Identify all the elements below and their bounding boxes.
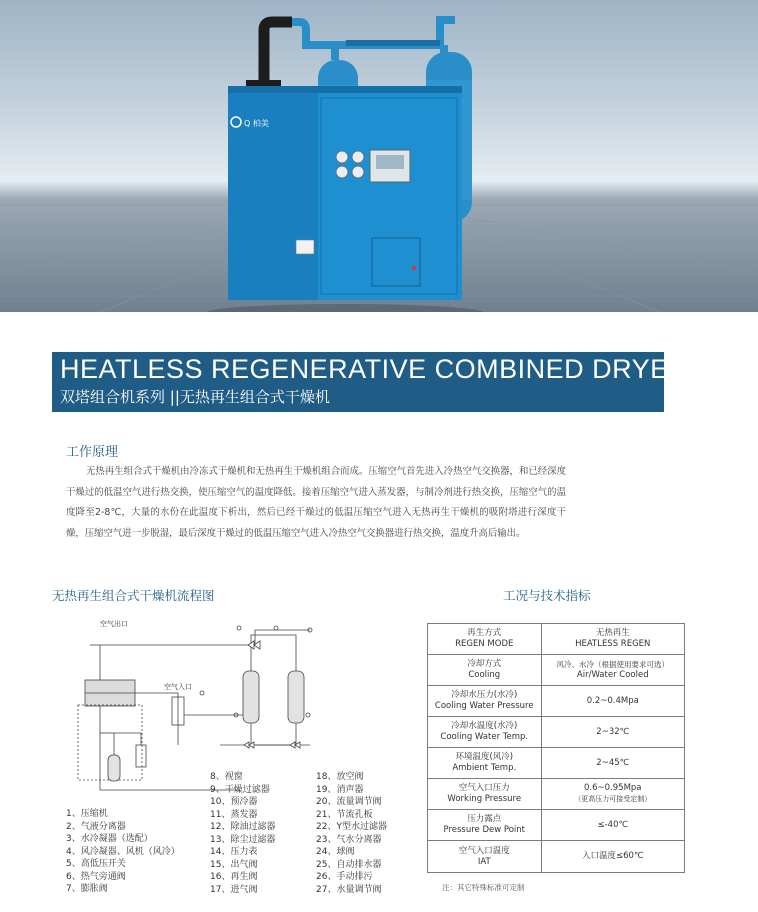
legend-item: 21、节流孔板	[316, 809, 373, 820]
dryer-illustration	[0, 0, 758, 312]
legend-item: 11、蒸发器	[210, 809, 258, 820]
outlet-label: 空气出口	[100, 620, 128, 628]
table-row	[428, 748, 685, 779]
legend-item: 18、放空阀	[316, 772, 364, 782]
title-english: HEATLESS REGENERATIVE COMBINED DRYER	[60, 354, 689, 384]
spec-value-cell: 0.2~0.4Mpa	[541, 686, 684, 717]
table-row	[428, 810, 685, 841]
spec-table	[427, 623, 685, 873]
spec-note: 注：其它特殊标准可定制	[442, 883, 525, 892]
flow-diagram	[60, 605, 330, 805]
legend-item: 5、高低压开关	[66, 859, 126, 869]
table-row	[428, 779, 685, 810]
spec-value-cell: 入口温度≤60℃	[541, 841, 684, 873]
table-row	[428, 841, 685, 873]
principle-text: 无热再生组合式干燥机由冷冻式干燥机和无热再生干燥机组合而成。压缩空气首先进入冷热空气交换器，和已经深度干燥过的低温空气进行热交换，使压缩空气的温度降低。接着压缩空气进入蒸发器，与制冷剂进行热交换，压缩空气的温度降至2-8℃，大量的水份在此温度下析出，然后已经干燥过的低温压缩空气进入无热再生干燥机的吸附塔进行深度干燥，压缩空气进一步脱湿，最后深度干燥过的低温压缩空气进入冷热空气交换器进行热交换，温度升高后输出。	[66, 466, 566, 539]
legend-item: 16、再生阀	[210, 872, 258, 882]
legend-item: 9、干燥过滤器	[210, 784, 270, 795]
spec-heading: 工况与技术指标	[503, 588, 591, 603]
legend-item: 22、Y型水过滤器	[316, 822, 387, 832]
flow-heading: 无热再生组合式干燥机流程图	[52, 588, 215, 603]
table-row	[428, 686, 685, 717]
spec-label-cell: 冷却水压力(水冷) Cooling Water Pressure	[428, 686, 542, 717]
table-row	[428, 655, 685, 686]
legend-item: 15、出气阀	[210, 859, 258, 870]
legend-item: 10、预冷器	[210, 797, 258, 807]
legend-item: 3、水冷凝器（选配）	[66, 834, 153, 844]
spec-value-cell: 风冷、水冷（根据使用要求可选） Air/Water Cooled	[541, 655, 684, 686]
product-photo	[0, 0, 758, 312]
legend-column-2	[210, 771, 275, 896]
title-chinese: 双塔组合机系列 ||无热再生组合式干燥机	[60, 388, 330, 406]
legend-item: 17、进气阀	[210, 884, 258, 895]
legend-item: 7、膨胀阀	[66, 884, 108, 894]
black-pipe	[264, 22, 292, 85]
svg-text:Q 柏美: Q 柏美	[244, 119, 269, 128]
inlet-label: 空气入口	[164, 683, 192, 691]
cabinet-front	[318, 92, 462, 300]
spec-label-cell: 再生方式 REGEN MODE	[428, 624, 542, 655]
legend-item: 19、消声器	[316, 784, 364, 795]
legend-item: 4、风冷凝器、风机（风冷）	[66, 846, 180, 857]
legend-column-1	[66, 808, 180, 896]
legend-item: 13、除尘过滤器	[210, 834, 276, 845]
legend-item: 6、热气旁通阀	[66, 871, 126, 882]
legend-column-3	[316, 771, 387, 896]
spec-value-cell: 0.6~0.95Mpa （更高压力可接受定制）	[541, 779, 684, 810]
spec-value-cell: ≤-40℃	[541, 810, 684, 841]
spec-label-cell: 压力露点 Pressure Dew Point	[428, 810, 542, 841]
legend-item: 20、流量调节阀	[316, 797, 382, 807]
spec-label-cell: 环境温度(风冷) Ambient Temp.	[428, 748, 542, 779]
legend-item: 27、水量调节阀	[316, 884, 382, 895]
legend-item: 26、手动排污	[316, 872, 373, 882]
spec-value-cell: 2~32℃	[541, 717, 684, 748]
legend-item: 25、自动排水器	[316, 859, 382, 870]
legend-item: 1、压缩机	[66, 809, 108, 819]
legend-item: 14、压力表	[210, 847, 258, 857]
spec-value-cell: 无热再生 HEATLESS REGEN	[541, 624, 684, 655]
spec-label-cell: 冷却水温度(水冷) Cooling Water Temp.	[428, 717, 542, 748]
legend-item: 12、除油过滤器	[210, 822, 276, 832]
principle-heading: 工作原理	[66, 445, 119, 460]
legend-item: 23、气水分离器	[316, 834, 382, 845]
legend-item: 8、视窗	[210, 772, 243, 782]
spec-label-cell: 空气入口压力 Working Pressure	[428, 779, 542, 810]
spec-label-cell: 空气入口温度 IAT	[428, 841, 542, 873]
table-row	[428, 717, 685, 748]
legend-item: 2、气液分离器	[66, 821, 126, 832]
spec-label-cell: 冷却方式 Cooling	[428, 655, 542, 686]
table-row	[428, 624, 685, 655]
spec-value-cell: 2~45℃	[541, 748, 684, 779]
legend-item: 24、球阀	[316, 847, 355, 857]
